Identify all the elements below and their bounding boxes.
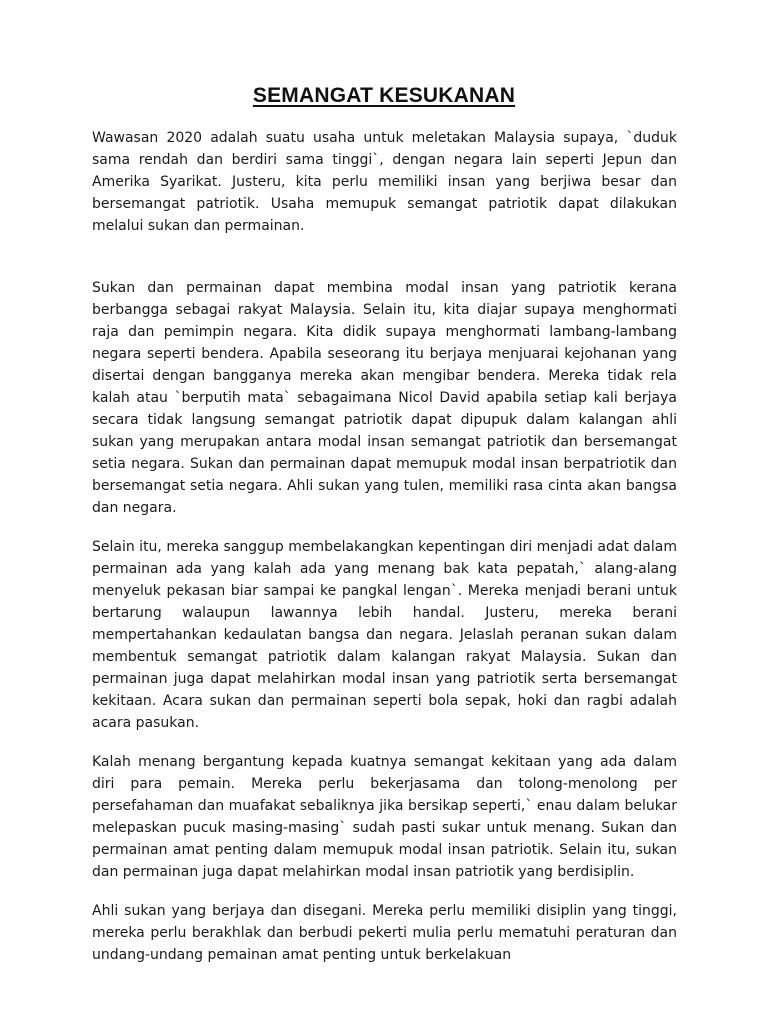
paragraph-5: Ahli sukan yang berjaya dan disegani. Mereka perlu memiliki disiplin yang tinggi, mereka perlu berakhlak dan berbudi pekerti mulia perlu mematuhi peraturan dan undang-undang pemainan amat penting untuk berkelakuan	[92, 903, 677, 963]
paragraph-4: Kalah menang bergantung kepada kuatnya semangat kekitaan yang ada dalam diri para pemain. Mereka perlu bekerjasama dan tolong-menolong per persefahaman dan muafakat sebaliknya jika bersikap seperti,` enau dalam belukar melepaskan pucuk masing-masing` sudah pasti sukar untuk menang. Sukan dan permainan amat penting dalam memupuk modal insan patriotik. Selain itu, sukan dan permainan juga dapat melahirkan modal insan patriotik yang berdisiplin.	[92, 754, 677, 880]
document-body	[92, 127, 677, 983]
paragraph-1: Wawasan 2020 adalah suatu usaha untuk meletakan Malaysia supaya, `duduk sama rendah dan berdiri sama tinggi`, dengan negara lain seperti Jepun dan Amerika Syarikat. Justeru, kita perlu memiliki insan yang berjiwa besar dan bersemangat patriotik. Usaha memupuk semangat patriotik dapat dilakukan melalui sukan dan permainan.	[92, 130, 677, 234]
paragraph-3: Selain itu, mereka sanggup membelakangkan kepentingan diri menjadi adat dalam permainan ada yang kalah ada yang menang bak kata pepatah,` alang-alang menyeluk pekasan biar sampai ke pangkal lengan`. Mereka menjadi berani untuk bertarung walaupun lawannya lebih handal. Justeru, mereka berani mempertahankan kedaulatan bangsa dan negara. Jelaslah peranan sukan dalam membentuk semangat patriotik dalam kalangan rakyat Malaysia. Sukan dan permainan juga dapat melahirkan modal insan yang patriotik serta bersemangat kekitaan. Acara sukan dan permainan seperti bola sepak, hoki dan ragbi adalah acara pasukan.	[92, 539, 677, 731]
document-title: SEMANGAT KESUKANAN	[252, 84, 516, 107]
paragraph-2: Sukan dan permainan dapat membina modal insan yang patriotik kerana berbangga sebagai rakyat Malaysia. Selain itu, kita diajar supaya menghormati raja dan pemimpin negara. Kita didik supaya menghormati lambang-lambang negara seperti bendera. Apabila seseorang itu berjaya menjuarai kejohanan yang disertai dengan bangganya mereka akan mengibar bendera. Mereka tidak rela kalah atau `berputih mata` sebagaimana Nicol David apabila setiap kali berjaya secara tidak langsung semangat patriotik dapat dipupuk dalam kalangan ahli sukan yang merupakan antara modal insan semangat patriotik dan bersemangat setia negara. Sukan dan permainan dapat memupuk modal insan berpatriotik dan bersemangat setia negara. Ahli sukan yang tulen, memiliki rasa cinta akan bangsa dan negara.	[92, 280, 677, 516]
